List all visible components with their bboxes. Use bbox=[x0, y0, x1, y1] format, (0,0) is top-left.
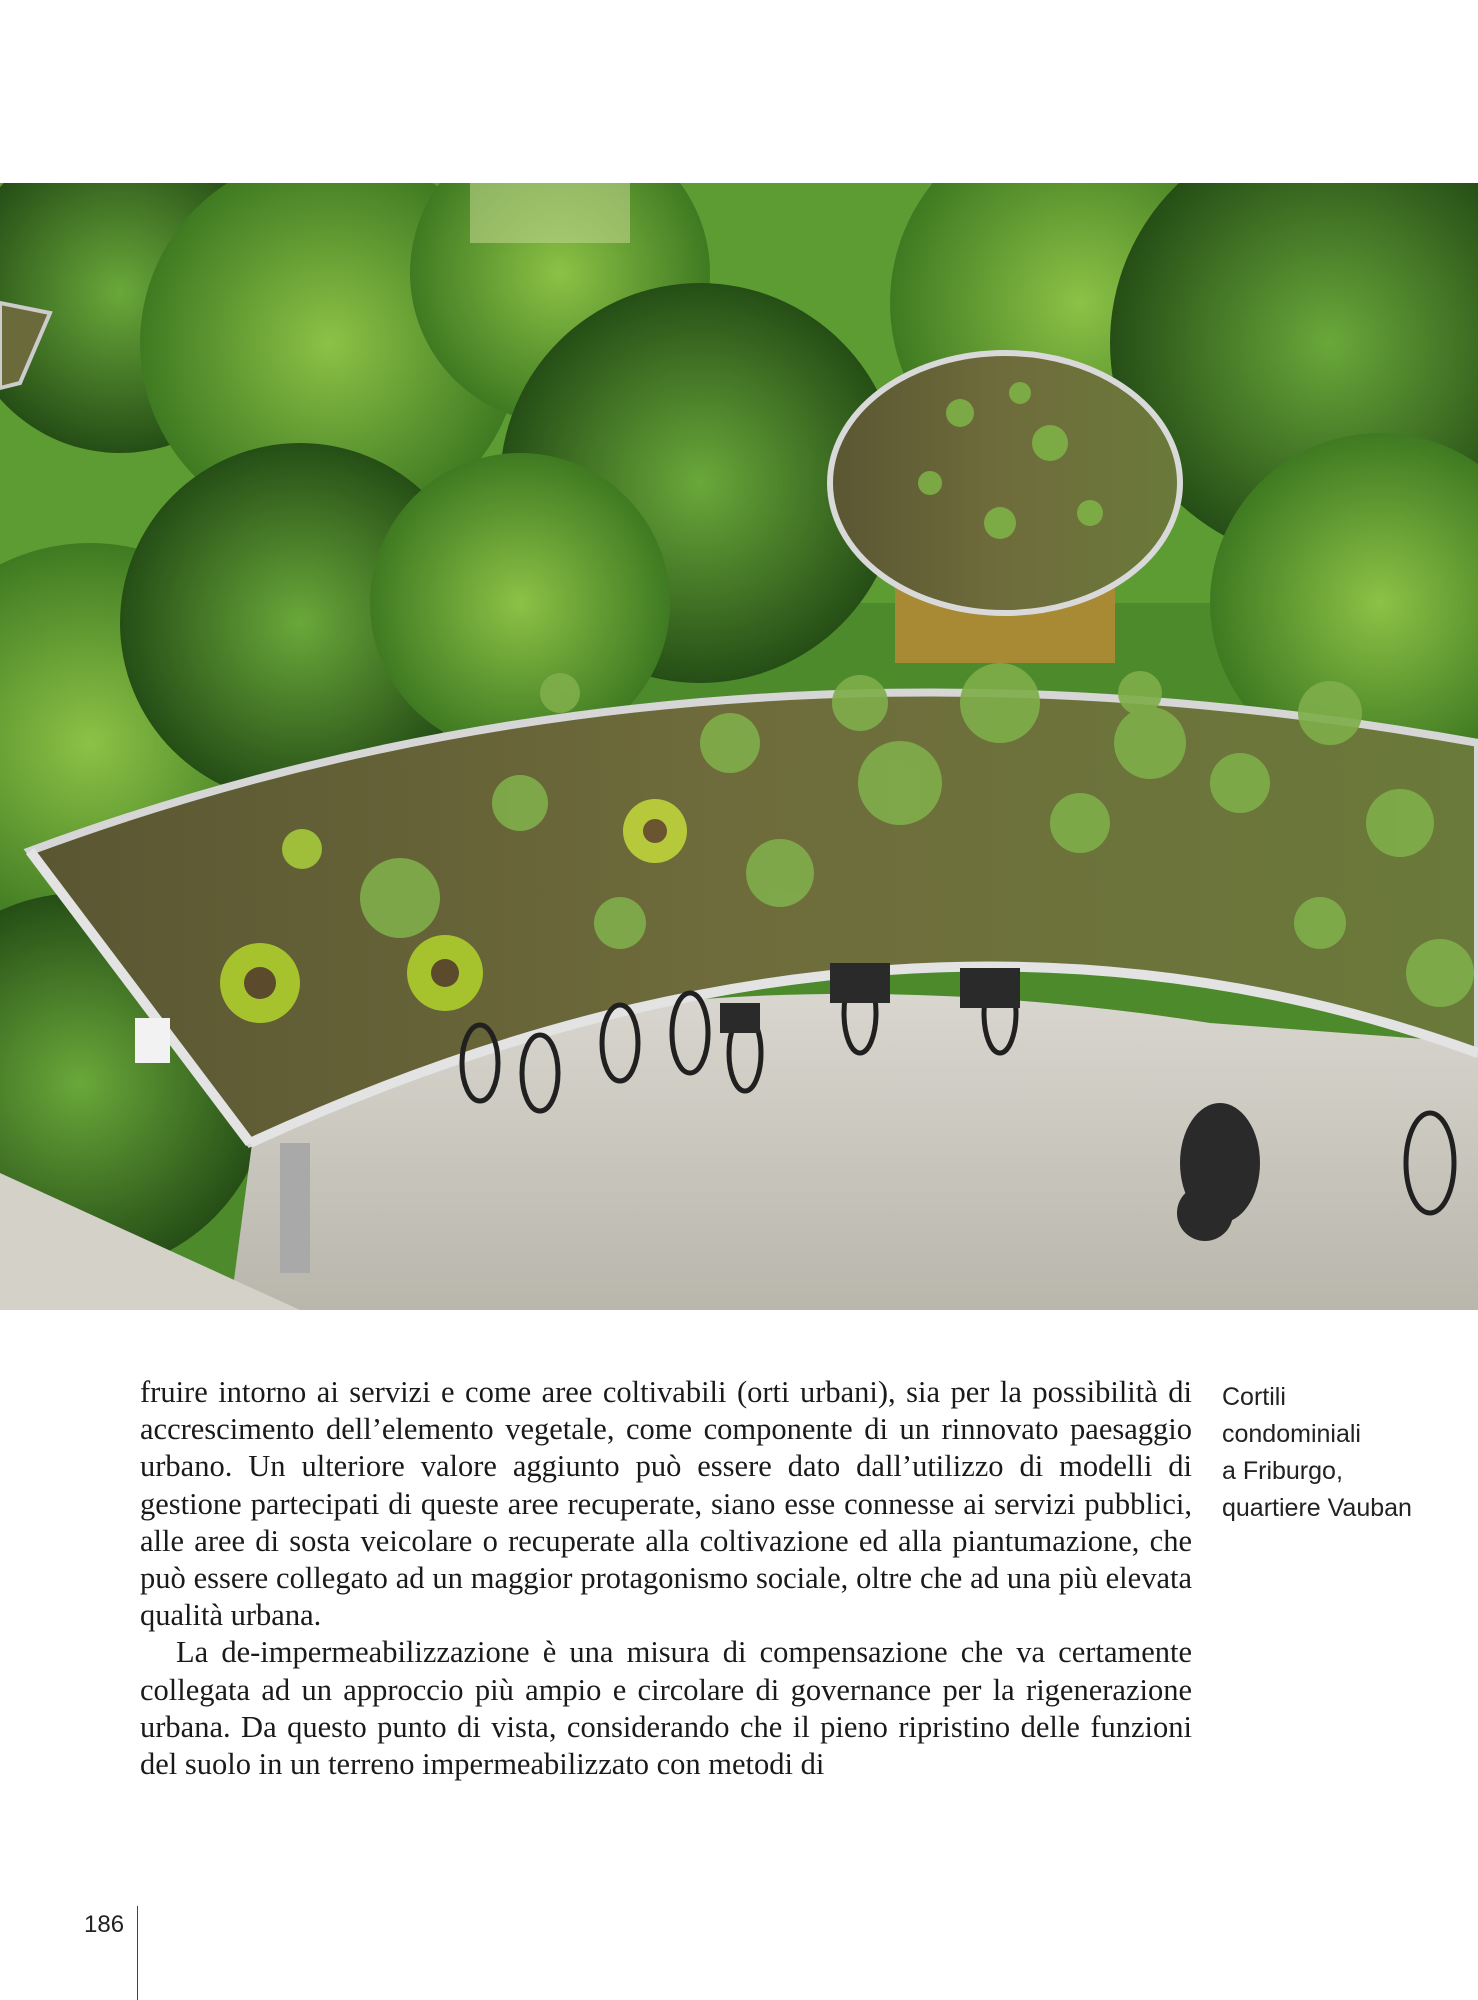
green-roof-illustration bbox=[0, 183, 1478, 1310]
caption-line: Cortili bbox=[1222, 1383, 1286, 1411]
page-number: 186 bbox=[84, 1911, 125, 1938]
body-text bbox=[140, 1374, 1192, 1783]
page-number-divider bbox=[137, 1906, 138, 2000]
caption-line: a Friburgo, bbox=[1222, 1457, 1343, 1485]
figure-caption bbox=[1222, 1379, 1462, 1527]
caption-line: condominiali bbox=[1222, 1420, 1361, 1448]
green-roof-photo bbox=[0, 183, 1478, 1310]
paragraph-1: fruire intorno ai servizi e come aree coltivabili (orti urbani), sia per la possibilità di accrescimento dell’elemento vegetale, come componente di un rinnovato paesaggio urbano. Un ulteriore valore aggiunto può essere dato dall’utilizzo di modelli di gestione partecipati di queste aree recuperate, siano esse connesse ai servizi pubblici, alle aree di sosta veicolare o recuperate alla coltivazione ed alla piantumazione, che può essere collegato ad un maggior protagonismo sociale, oltre che ad una più elevata qualità urbana. bbox=[140, 1375, 1192, 1633]
paragraph-2: La de-impermeabilizzazione è una misura di compensazione che va certamente collegata ad un approccio più ampio e circolare di governance per la rigenerazione urbana. Da questo punto di vista, considerando che il pieno ripristino delle funzioni del suolo in un terreno impermeabilizzato con metodi di bbox=[140, 1635, 1192, 1782]
caption-line: quartiere Vauban bbox=[1222, 1494, 1412, 1522]
